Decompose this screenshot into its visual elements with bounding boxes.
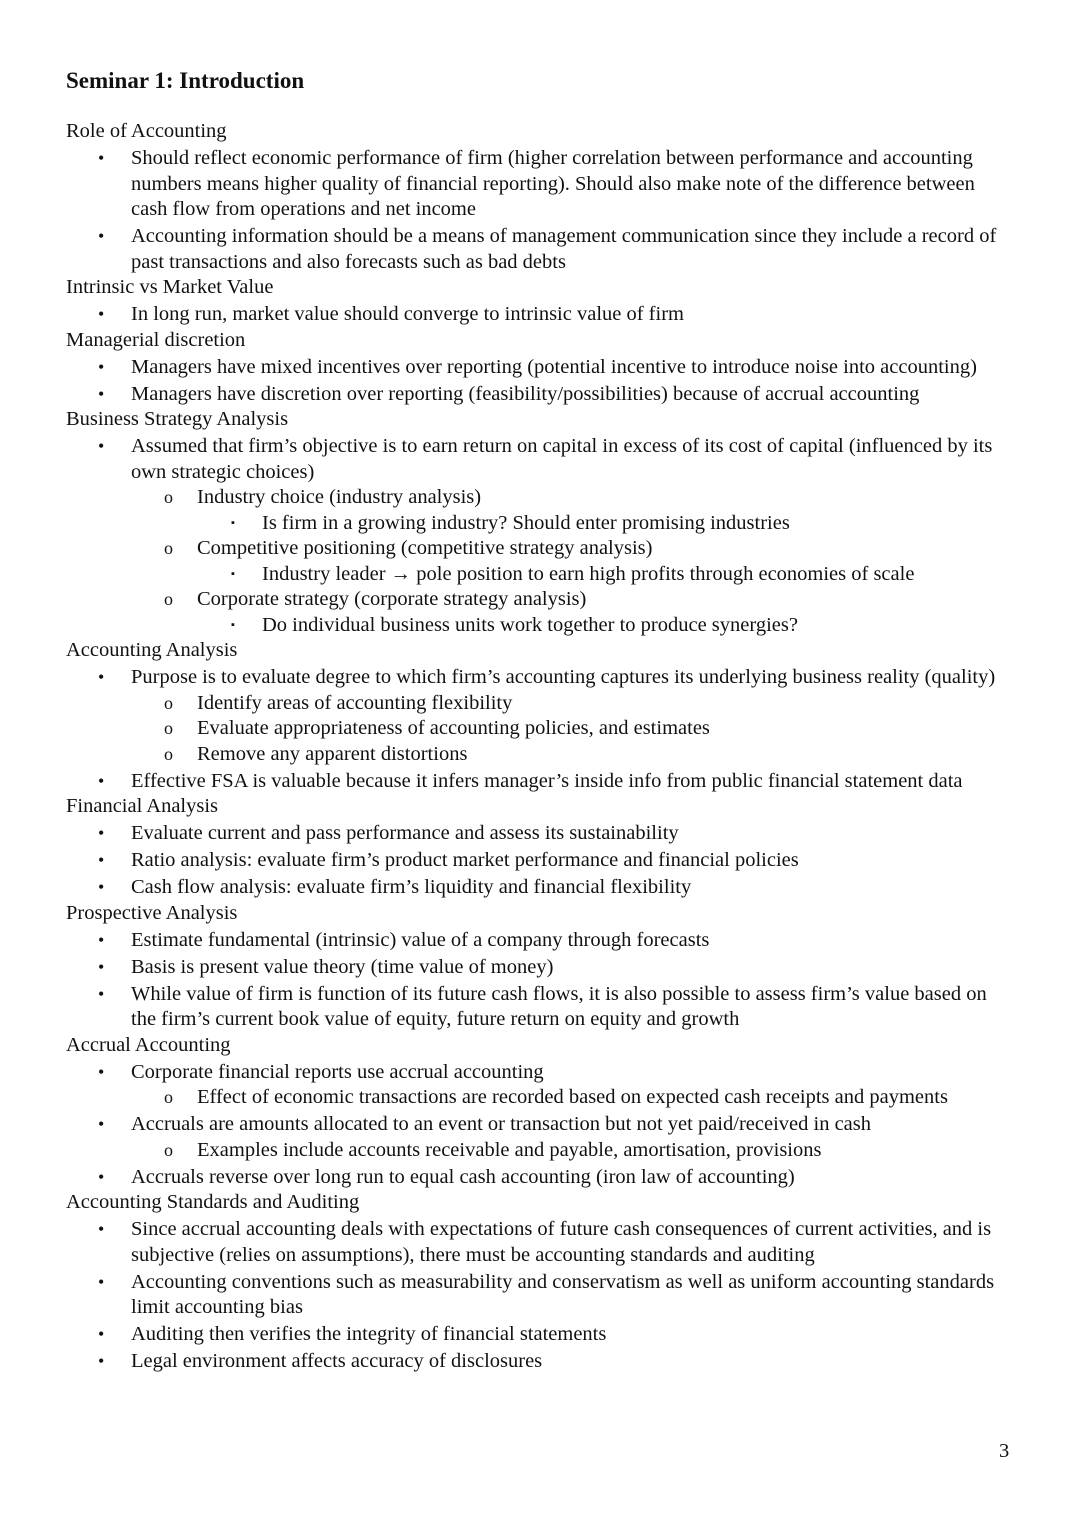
bullet-icon: •	[98, 956, 105, 977]
list-item-text: Assumed that firm’s objective is to earn return on capital in excess of its cost of capital (influenced by its own strategic choices)	[131, 435, 993, 483]
list-item-text: Purpose is to evaluate degree to which firm’s accounting captures its underlying business reality (quality)	[131, 666, 996, 688]
list-item	[66, 587, 1016, 613]
list-item	[66, 1349, 1016, 1375]
bullet-icon: o	[164, 692, 173, 713]
bullet-icon: •	[98, 877, 105, 897]
bullet-icon: •	[98, 1061, 105, 1082]
list-item-text: Managers have mixed incentives over reporting (potential incentive to introduce noise into accounting)	[131, 355, 977, 378]
list-item-text: Remove any apparent distortions	[197, 742, 468, 765]
bullet-list-level-3	[66, 511, 1016, 537]
bullet-list-level-1	[66, 1060, 1016, 1191]
bullet-icon: •	[98, 1324, 105, 1344]
list-item-text: Corporate financial reports use accrual accounting	[131, 1060, 544, 1083]
list-item-text: Auditing then verifies the integrity of financial statements	[131, 1323, 607, 1345]
bullet-icon: o	[164, 743, 173, 764]
section	[66, 794, 1016, 901]
section-heading: Prospective Analysis	[66, 901, 238, 924]
bullet-list-level-2	[66, 1085, 1016, 1111]
list-item	[66, 928, 1016, 954]
bullet-icon: •	[98, 983, 105, 1004]
list-item	[66, 875, 1016, 901]
list-item	[66, 716, 1016, 742]
list-item	[66, 1085, 1016, 1111]
bullet-icon: ▪	[231, 618, 235, 631]
list-item-text: Evaluate current and pass performance and assess its sustainability	[131, 822, 679, 844]
list-item	[66, 146, 1016, 223]
list-item-text: Legal environment affects accuracy of disclosures	[131, 1350, 543, 1372]
list-item	[66, 1217, 1016, 1268]
bullet-icon: o	[164, 589, 173, 609]
bullet-icon: o	[164, 1139, 173, 1160]
list-item-text: Since accrual accounting deals with expectations of future cash consequences of current activities, and is subjective (relies on assumptions), there must be accounting standards and auditing	[131, 1218, 992, 1266]
list-item	[66, 1112, 1016, 1138]
list-item-text: Basis is present value theory (time value of money)	[131, 955, 554, 978]
bullet-list-level-1	[66, 146, 1016, 275]
list-item	[66, 982, 1016, 1033]
bullet-icon: o	[164, 718, 173, 738]
section	[66, 119, 1016, 275]
bullet-icon: •	[98, 929, 105, 950]
bullet-icon: ▪	[231, 516, 235, 529]
list-item	[66, 1270, 1016, 1321]
list-item-text: Should reflect economic performance of firm (higher correlation between performance and accounting numbers means higher quality of financial reporting). Should also make note of the difference between cash flow from operations and net income	[131, 147, 975, 220]
section	[66, 1190, 1016, 1375]
list-item	[66, 613, 1016, 639]
list-item-text: Identify areas of accounting flexibility	[197, 691, 513, 714]
list-item	[66, 955, 1016, 981]
bullet-icon: o	[164, 487, 173, 507]
list-item-text: Ratio analysis: evaluate firm’s product market performance and financial policies	[131, 849, 799, 871]
list-item	[66, 665, 1016, 691]
list-item-text: Accounting conventions such as measurability and conservatism as well as uniform accounting standards limit accounting bias	[131, 1270, 995, 1318]
list-item	[66, 1322, 1016, 1348]
list-item	[66, 742, 1016, 768]
bullet-icon: •	[98, 1114, 105, 1134]
list-item-text: While value of firm is function of its future cash flows, it is also possible to assess firm’s value based on the firm’s current book value of equity, future return on equity and growth	[131, 982, 987, 1030]
bullet-icon: •	[98, 383, 105, 404]
list-item	[66, 434, 1016, 485]
page-number: 3	[999, 1440, 1010, 1462]
bullet-list-level-2	[66, 1138, 1016, 1164]
list-item	[66, 355, 1016, 381]
section	[66, 275, 1016, 328]
bullet-icon: •	[98, 770, 105, 791]
section	[66, 901, 1016, 1033]
bullet-icon: o	[164, 538, 173, 558]
list-item-text: Effective FSA is valuable because it infers manager’s inside info from public financial statement data	[131, 769, 963, 792]
bullet-icon: •	[98, 304, 105, 324]
notes-body	[66, 119, 1016, 1375]
bullet-icon: •	[98, 436, 105, 456]
bullet-icon: •	[98, 1166, 105, 1187]
list-item-text: Industry choice (industry analysis)	[197, 486, 482, 508]
bullet-list-level-3	[66, 613, 1016, 639]
list-item	[66, 1165, 1016, 1191]
section-heading: Intrinsic vs Market Value	[66, 276, 274, 298]
list-item-text: Cash flow analysis: evaluate firm’s liquidity and financial flexibility	[131, 876, 692, 898]
bullet-list-level-1	[66, 821, 1016, 901]
list-item-text: Accruals are amounts allocated to an event or transaction but not yet paid/received in cash	[131, 1113, 871, 1135]
list-item	[66, 485, 1016, 511]
section-heading: Business Strategy Analysis	[66, 408, 289, 430]
bullet-icon: •	[98, 823, 105, 843]
bullet-list-level-1	[66, 665, 1016, 794]
list-item-text: Effect of economic transactions are recorded based on expected cash receipts and payments	[197, 1086, 948, 1108]
bullet-icon: •	[98, 850, 105, 870]
section-heading: Role of Accounting	[66, 120, 227, 142]
list-item-text: Examples include accounts receivable and payable, amortisation, provisions	[197, 1138, 822, 1161]
section-heading: Accrual Accounting	[66, 1033, 231, 1056]
bullet-icon: •	[98, 667, 105, 687]
bullet-list-level-1	[66, 434, 1016, 638]
list-item	[66, 1060, 1016, 1086]
list-item-text: Evaluate appropriateness of accounting policies, and estimates	[197, 717, 710, 739]
list-item-text: Managers have discretion over reporting (feasibility/possibilities) because of accrual accounting	[131, 382, 920, 405]
list-item-text: Estimate fundamental (intrinsic) value of a company through forecasts	[131, 928, 710, 951]
bullet-icon: •	[98, 1219, 105, 1239]
bullet-icon: •	[98, 148, 105, 168]
list-item	[66, 536, 1016, 562]
list-item-text: In long run, market value should converge to intrinsic value of firm	[131, 303, 684, 325]
bullet-icon: •	[98, 1351, 105, 1371]
list-item	[66, 691, 1016, 717]
list-item-text: Competitive positioning (competitive strategy analysis)	[197, 537, 653, 559]
list-item	[66, 821, 1016, 847]
list-item-text: Corporate strategy (corporate strategy analysis)	[197, 588, 587, 610]
list-item	[66, 382, 1016, 408]
page-title: Seminar 1: Introduction	[66, 68, 305, 93]
section-heading: Managerial discretion	[66, 328, 246, 351]
bullet-list-level-2	[66, 485, 1016, 638]
section-heading: Accounting Analysis	[66, 639, 238, 661]
list-item	[66, 302, 1016, 328]
bullet-icon: •	[98, 356, 105, 377]
bullet-icon: •	[98, 1271, 105, 1292]
list-item	[66, 562, 1016, 588]
list-item	[66, 511, 1016, 537]
bullet-icon: o	[164, 1087, 173, 1107]
section	[66, 1033, 1016, 1191]
bullet-list-level-2	[66, 691, 1016, 768]
list-item-text: Accruals reverse over long run to equal cash accounting (iron law of accounting)	[131, 1165, 795, 1188]
list-item	[66, 769, 1016, 795]
section	[66, 328, 1016, 408]
bullet-list-level-1	[66, 355, 1016, 408]
section	[66, 638, 1016, 794]
bullet-list-level-1	[66, 302, 1016, 328]
bullet-list-level-1	[66, 1217, 1016, 1375]
list-item-text: Do individual business units work together to produce synergies?	[262, 613, 798, 636]
section-heading: Accounting Standards and Auditing	[66, 1191, 360, 1213]
list-item	[66, 224, 1016, 275]
bullet-icon: ▪	[231, 567, 235, 580]
list-item-text: Is firm in a growing industry? Should enter promising industries	[262, 511, 790, 534]
section	[66, 407, 1016, 638]
list-item	[66, 848, 1016, 874]
list-item-text: Accounting information should be a means of management communication since they include a record of past transactions and also forecasts such as bad debts	[131, 225, 997, 273]
list-item	[66, 1138, 1016, 1164]
list-item-text: Industry leader → pole position to earn high profits through economies of scale	[262, 562, 915, 585]
section-heading: Financial Analysis	[66, 795, 219, 817]
bullet-list-level-3	[66, 562, 1016, 588]
bullet-icon: •	[98, 226, 105, 246]
bullet-list-level-1	[66, 928, 1016, 1033]
